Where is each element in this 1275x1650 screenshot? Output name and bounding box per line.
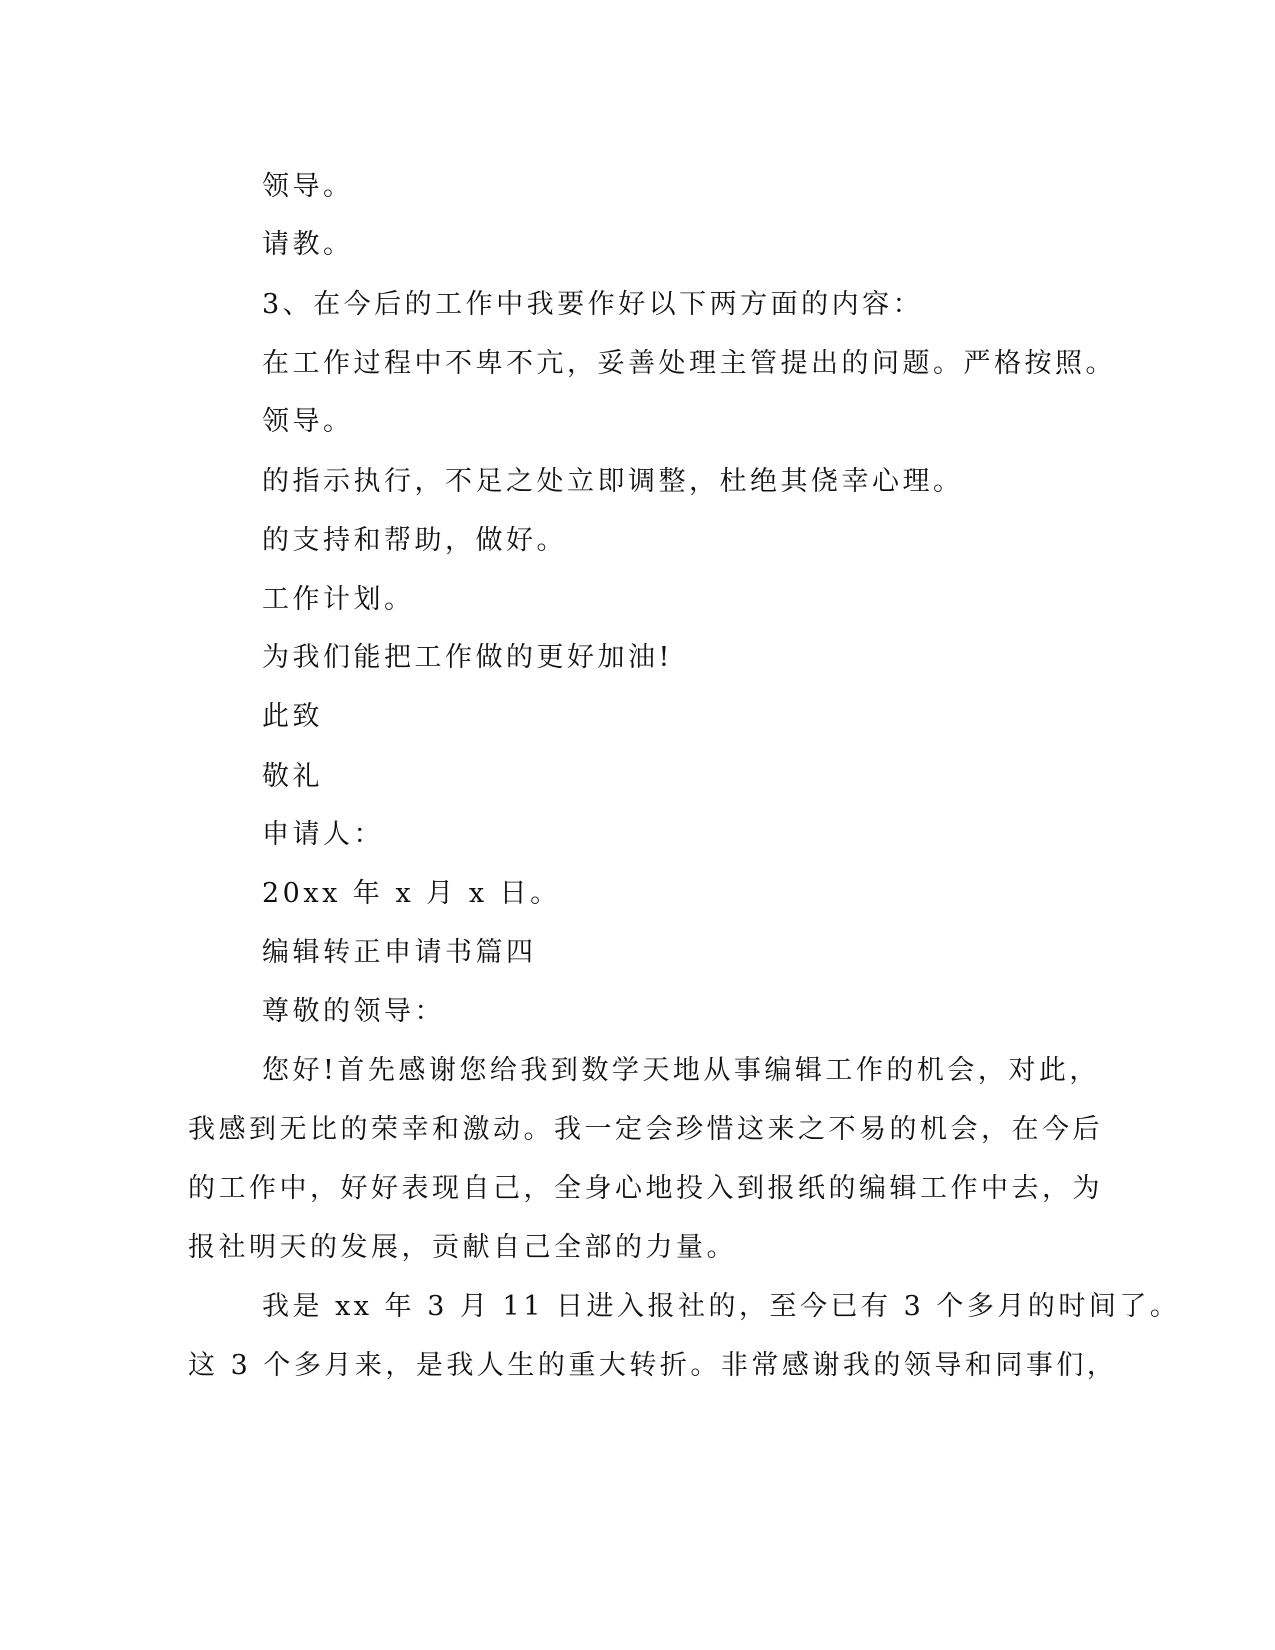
text-line: 在工作过程中不卑不亢，妥善处理主管提出的问题。严格按照。 — [262, 348, 1116, 379]
text-line: 领导。 — [262, 406, 354, 437]
paragraph-line: 这 3 个多月来，是我人生的重大转折。非常感谢我的领导和同事们， — [188, 1350, 1118, 1381]
paragraph-line: 我感到无比的荣幸和激动。我一定会珍惜这来之不易的机会，在今后 — [188, 1114, 1103, 1145]
paragraph-line: 的工作中，好好表现自己，全身心地投入到报纸的编辑工作中去，为 — [188, 1173, 1103, 1204]
greeting: 尊敬的领导： — [262, 996, 445, 1027]
text-line: 3、在今后的工作中我要作好以下两方面的内容： — [262, 289, 924, 320]
section-heading: 编辑转正申请书篇四 — [262, 937, 537, 968]
closing-salutation: 此致 — [262, 701, 323, 732]
paragraph-line: 报社明天的发展，贡献自己全部的力量。 — [188, 1232, 737, 1263]
text-line: 请教。 — [262, 229, 354, 260]
text-line: 工作计划。 — [262, 584, 415, 615]
paragraph-line: 我是 xx 年 3 月 11 日进入报社的，至今已有 3 个多月的时间了。 — [262, 1291, 1181, 1322]
text-line: 为我们能把工作做的更好加油! — [262, 642, 673, 673]
text-line: 领导。 — [262, 171, 354, 202]
text-line: 的指示执行，不足之处立即调整，杜绝其侥幸心理。 — [262, 466, 964, 497]
date-line: 20xx 年 x 月 x 日。 — [262, 878, 561, 909]
applicant-label: 申请人： — [262, 819, 384, 850]
text-line: 的支持和帮助，做好。 — [262, 525, 567, 556]
paragraph-line: 您好!首先感谢您给我到数学天地从事编辑工作的机会，对此， — [262, 1055, 1100, 1086]
closing-regards: 敬礼 — [262, 761, 323, 792]
